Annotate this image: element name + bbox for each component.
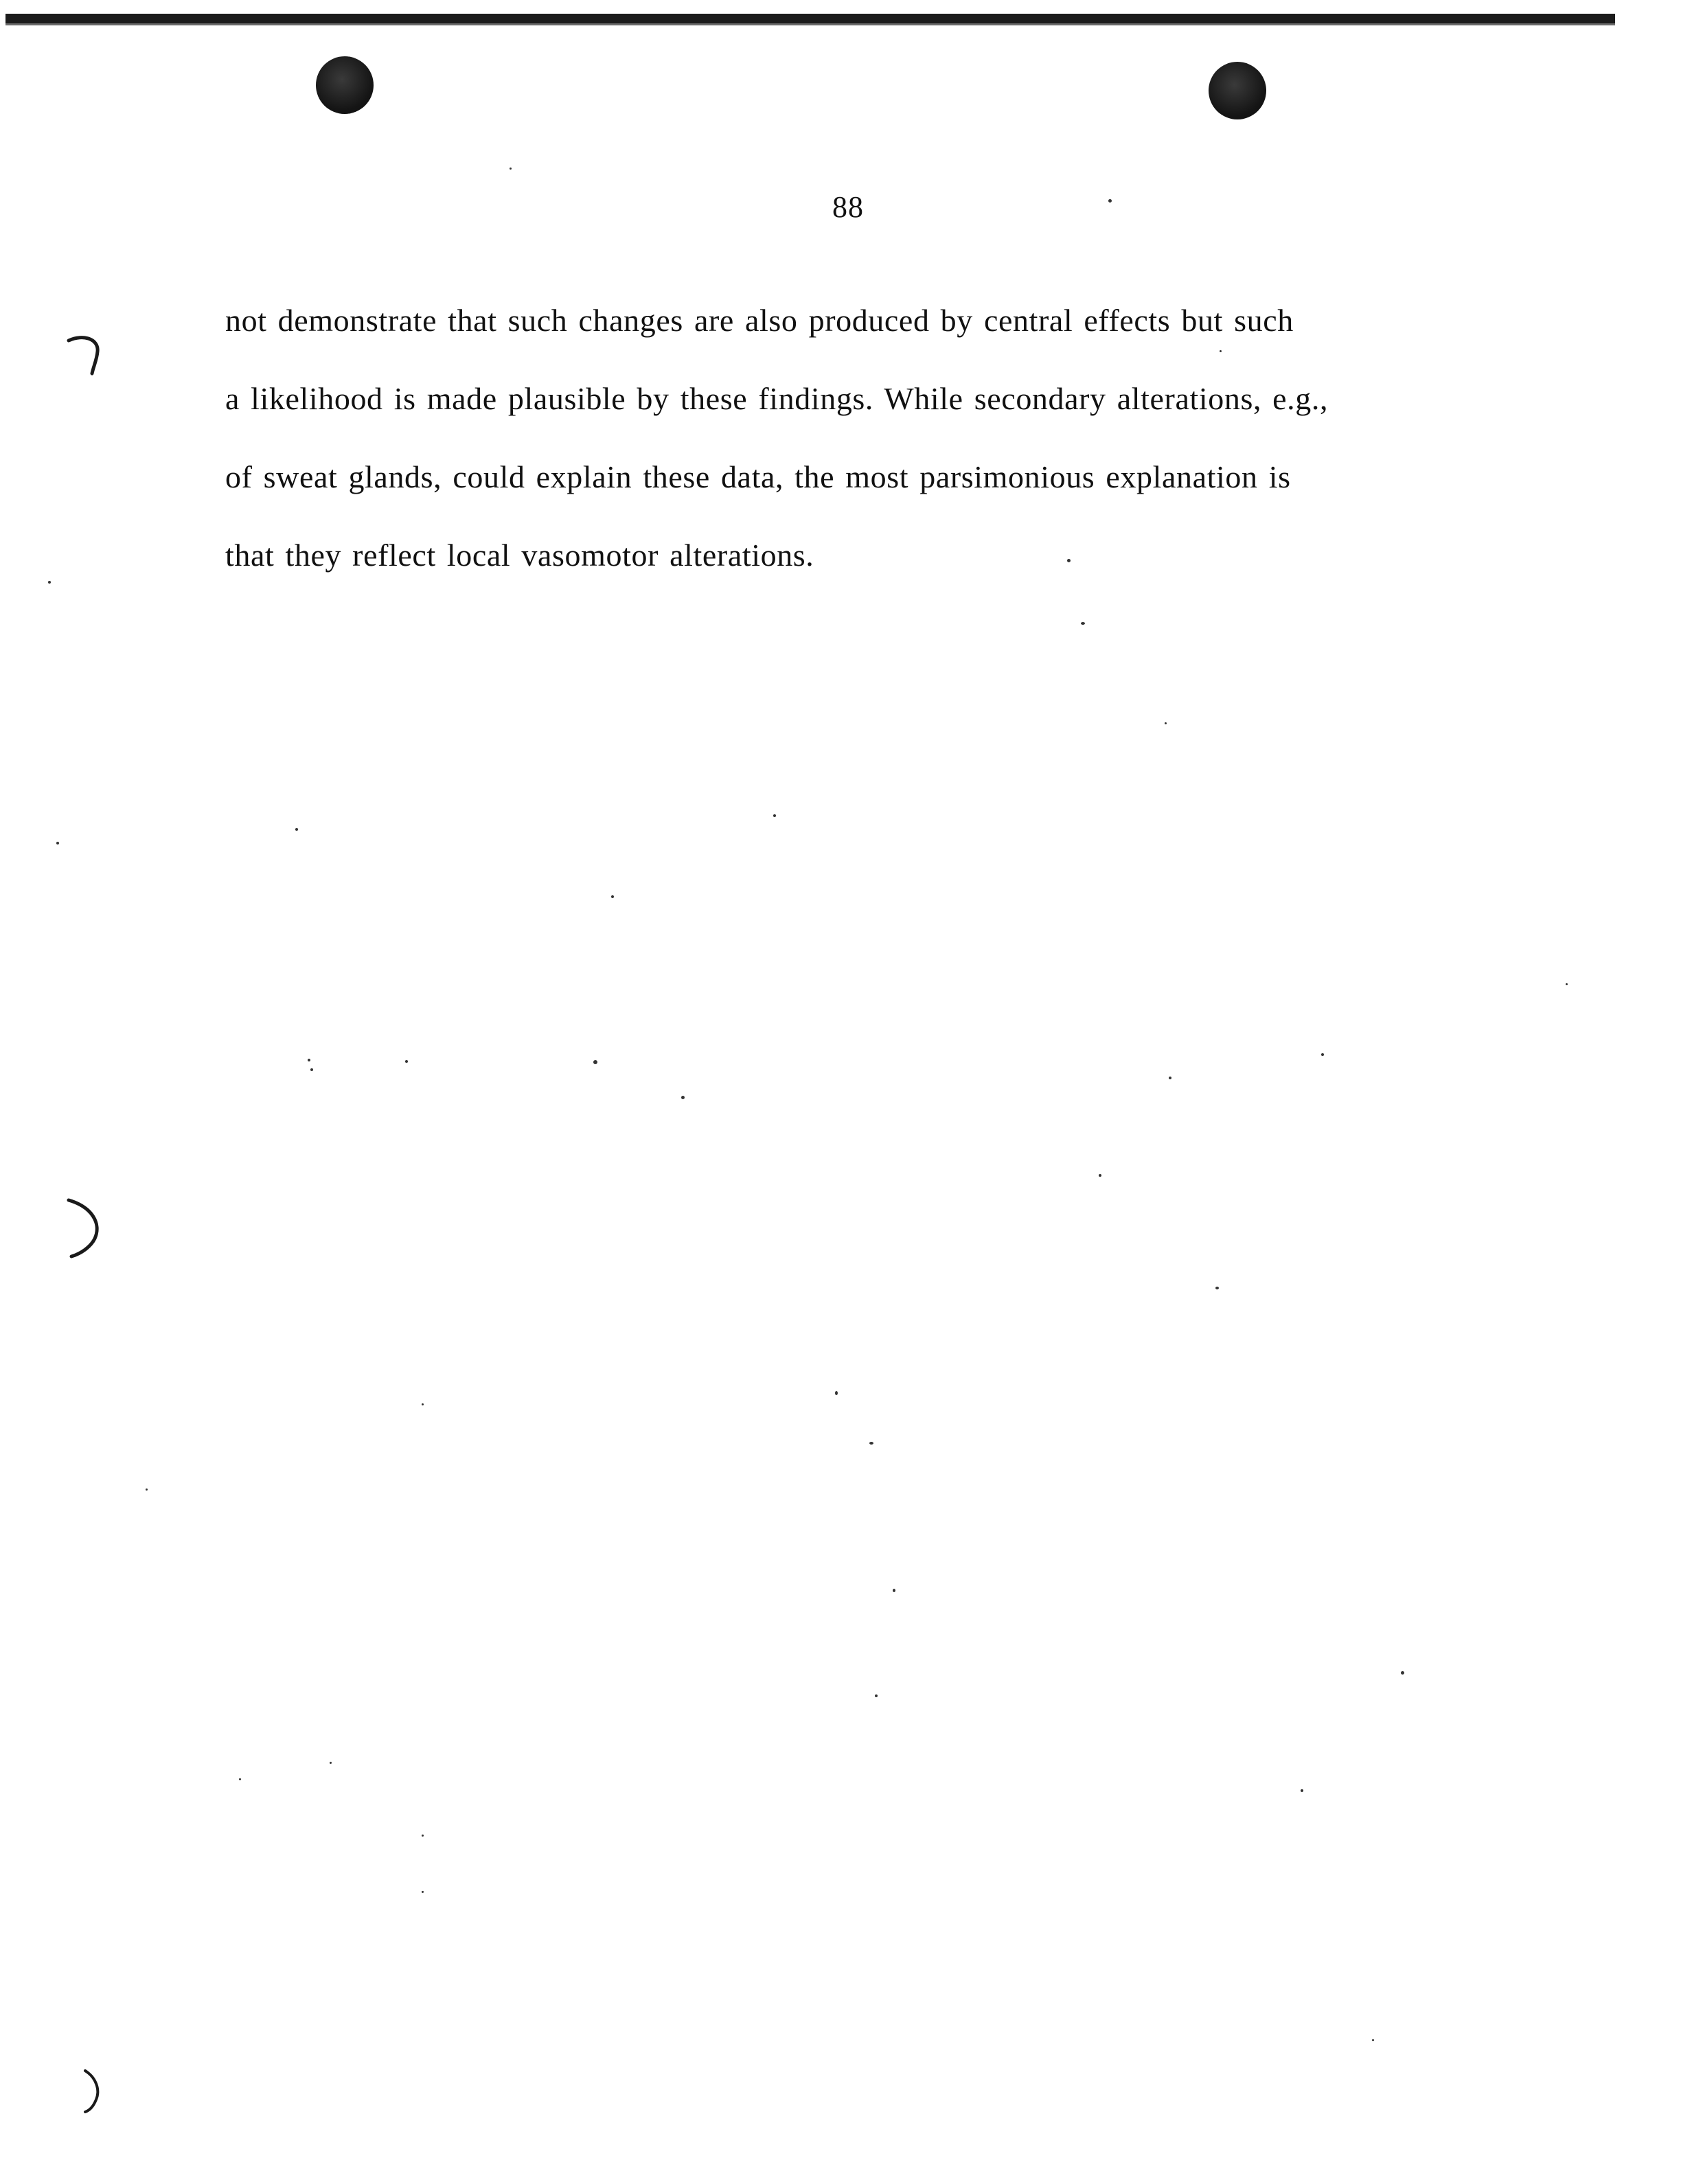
- margin-curve-mark-middle: [65, 1196, 106, 1259]
- binder-hole-left: [316, 56, 374, 114]
- text-line-2: a likelihood is made plausible by these findings. While secondary alterations, e.g.,: [225, 381, 1329, 416]
- scan-speck: [330, 1762, 332, 1764]
- scan-speck: [310, 1068, 313, 1071]
- scan-top-border: [5, 14, 1615, 23]
- scan-speck: [773, 814, 776, 817]
- scan-speck: [422, 1403, 424, 1405]
- scan-speck: [869, 1442, 873, 1445]
- scan-speck: [1401, 1671, 1404, 1675]
- margin-curve-mark-bottom: [81, 2068, 108, 2115]
- scan-speck: [48, 581, 51, 584]
- scan-speck: [1067, 559, 1071, 562]
- scan-speck: [893, 1589, 895, 1592]
- scan-speck: [681, 1096, 685, 1099]
- scan-speck: [1301, 1789, 1303, 1792]
- scan-speck: [1372, 2039, 1374, 2041]
- scan-speck: [1321, 1053, 1324, 1056]
- scan-speck: [1108, 199, 1112, 203]
- margin-curve-mark-top: [66, 332, 107, 380]
- text-line-4: that they reflect local vasomotor alterations.: [225, 538, 814, 573]
- scan-speck: [146, 1488, 148, 1491]
- scan-speck: [1169, 1077, 1171, 1079]
- text-line-1: not demonstrate that such changes are also produced by central effects but such: [225, 303, 1294, 338]
- scan-speck: [56, 842, 59, 844]
- scan-speck: [611, 895, 614, 898]
- body-paragraph: [225, 297, 1530, 610]
- scan-speck: [593, 1060, 597, 1064]
- scan-speck: [1215, 1287, 1219, 1289]
- text-line-3: of sweat glands, could explain these data, the most parsimonious explanation is: [225, 459, 1291, 494]
- page-number: 88: [832, 190, 864, 224]
- scan-speck: [422, 1835, 424, 1837]
- scan-speck: [1220, 350, 1222, 352]
- scan-speck: [875, 1694, 878, 1697]
- scan-speck: [1165, 722, 1167, 724]
- scan-speck: [295, 828, 298, 831]
- scan-speck: [308, 1059, 310, 1061]
- scan-speck: [239, 1778, 241, 1780]
- scan-top-border-shadow: [5, 23, 1615, 25]
- scan-speck: [1566, 983, 1568, 985]
- scan-speck: [405, 1060, 408, 1063]
- scan-speck: [1081, 622, 1085, 625]
- binder-hole-right: [1209, 62, 1266, 119]
- scan-speck: [1099, 1174, 1101, 1177]
- scan-speck: [510, 168, 512, 170]
- scan-speck: [835, 1391, 838, 1395]
- scan-speck: [422, 1891, 424, 1893]
